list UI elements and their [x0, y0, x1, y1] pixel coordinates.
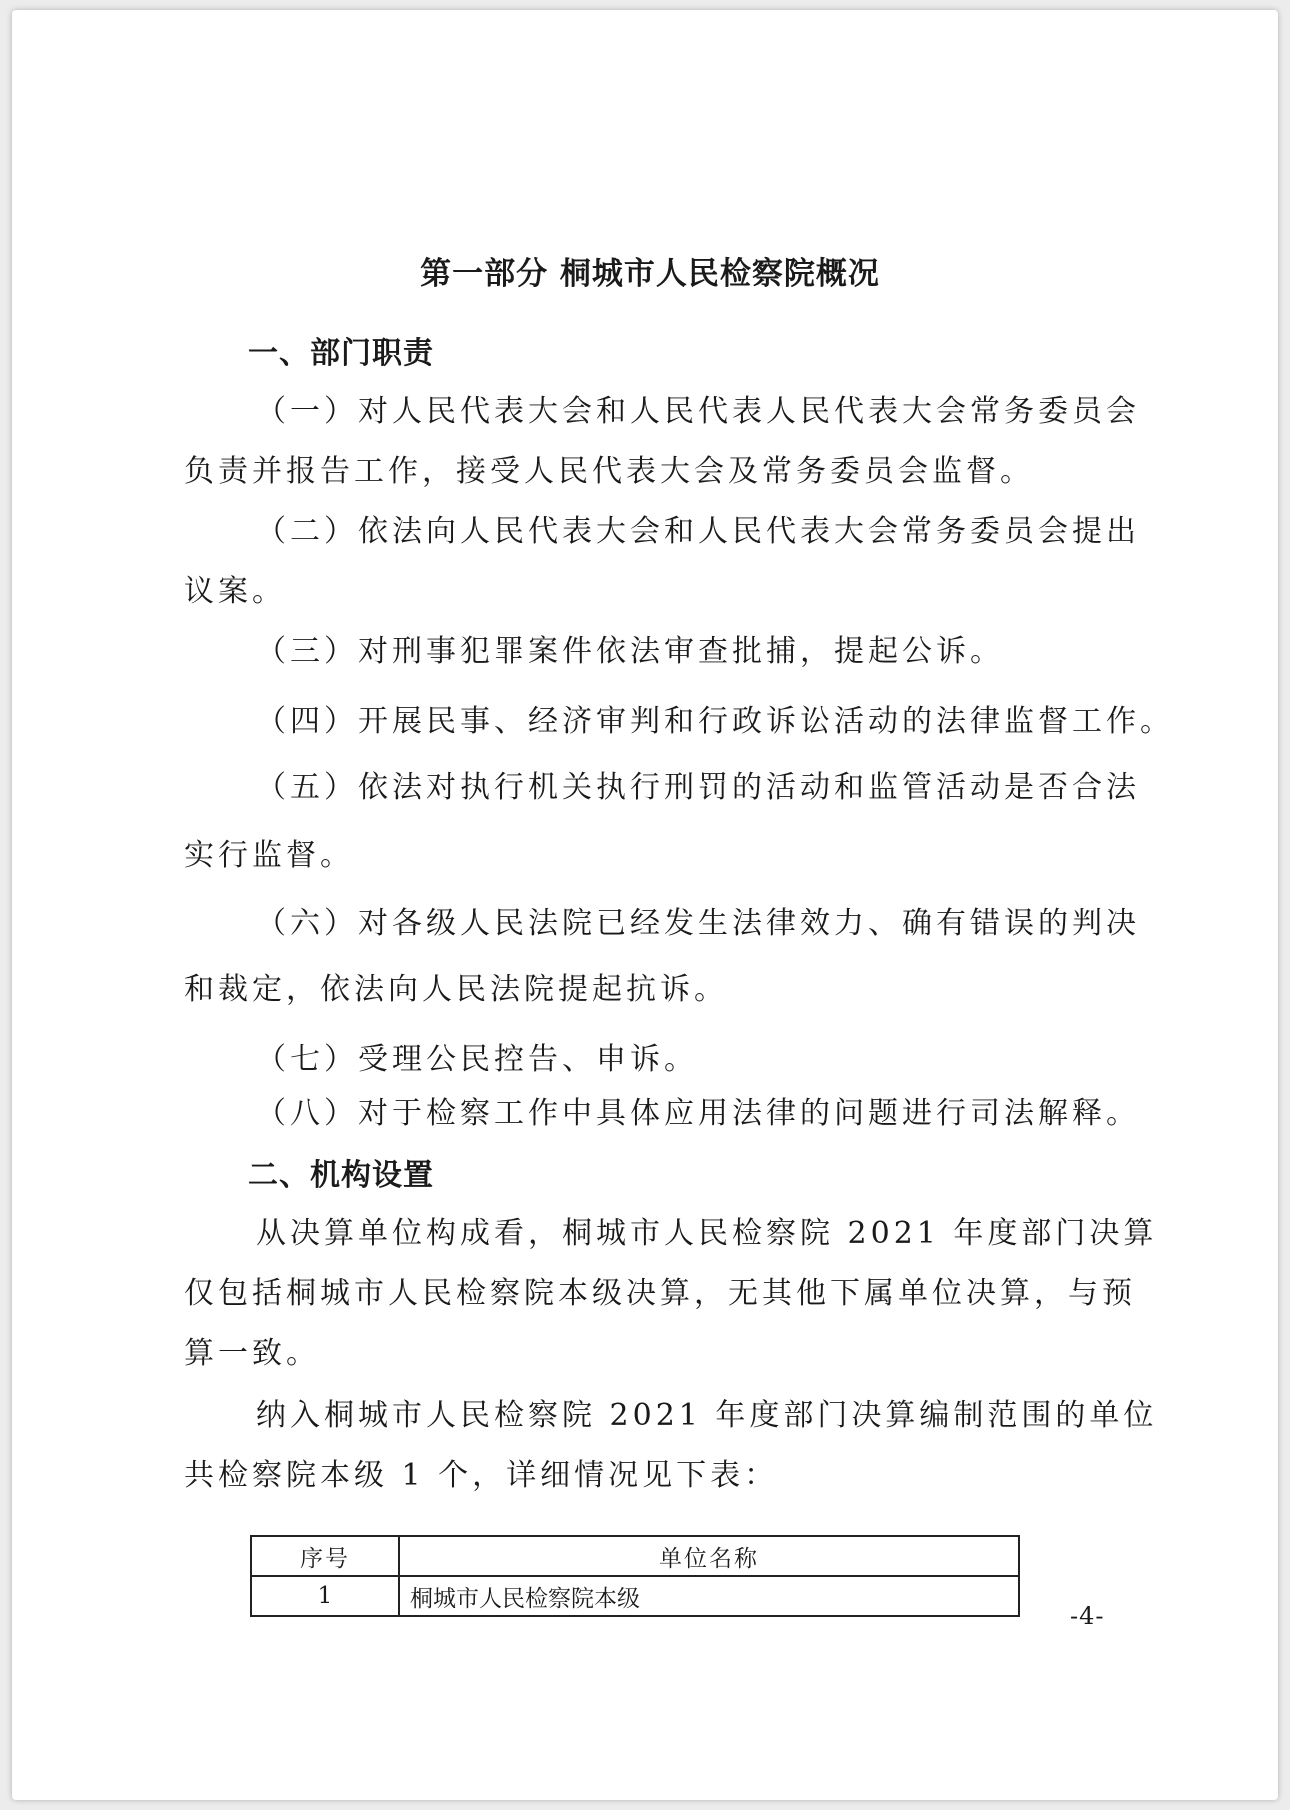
duty-line: （一）对人民代表大会和人民代表人民代表大会常务委员会	[256, 394, 1140, 429]
page-title: 第一部分 桐城市人民检察院概况	[420, 256, 880, 292]
duty-line: 负责并报告工作，接受人民代表大会及常务委员会监督。	[184, 454, 1034, 489]
structure-line: 算一致。	[184, 1336, 320, 1371]
duty-line: （二）依法向人民代表大会和人民代表大会常务委员会提出	[256, 514, 1140, 549]
column-header-index: 序号	[251, 1536, 399, 1576]
table-cell-index: 1	[251, 1576, 399, 1616]
duty-line: （三）对刑事犯罪案件依法审查批捕，提起公诉。	[256, 634, 1004, 669]
duty-line: （六）对各级人民法院已经发生法律效力、确有错误的判决	[256, 906, 1140, 941]
document-page	[12, 10, 1278, 1800]
duty-line: （四）开展民事、经济审判和行政诉讼活动的法律监督工作。	[256, 704, 1174, 739]
table-row	[251, 1576, 1019, 1616]
duty-line: 议案。	[184, 574, 286, 609]
page-number: -4-	[1070, 1602, 1105, 1630]
duty-line: （五）依法对执行机关执行刑罚的活动和监管活动是否合法	[256, 770, 1140, 805]
duty-line: 实行监督。	[184, 838, 354, 873]
section-heading-duties: 一、部门职责	[248, 336, 434, 371]
table-cell-unit-name: 桐城市人民检察院本级	[399, 1576, 1019, 1616]
structure-line: 从决算单位构成看，桐城市人民检察院 2021 年度部门决算	[256, 1216, 1158, 1251]
duty-line: （八）对于检察工作中具体应用法律的问题进行司法解释。	[256, 1096, 1140, 1131]
unit-table	[250, 1535, 1020, 1617]
table-header-row	[251, 1536, 1019, 1576]
column-header-unit-name: 单位名称	[399, 1536, 1019, 1576]
duty-line: （七）受理公民控告、申诉。	[256, 1042, 698, 1077]
structure-line: 共检察院本级 1 个，详细情况见下表：	[184, 1458, 779, 1493]
duty-line: 和裁定，依法向人民法院提起抗诉。	[184, 972, 728, 1007]
structure-line: 纳入桐城市人民检察院 2021 年度部门决算编制范围的单位	[256, 1398, 1158, 1433]
section-heading-structure: 二、机构设置	[248, 1158, 434, 1193]
structure-line: 仅包括桐城市人民检察院本级决算，无其他下属单位决算，与预	[184, 1276, 1136, 1311]
